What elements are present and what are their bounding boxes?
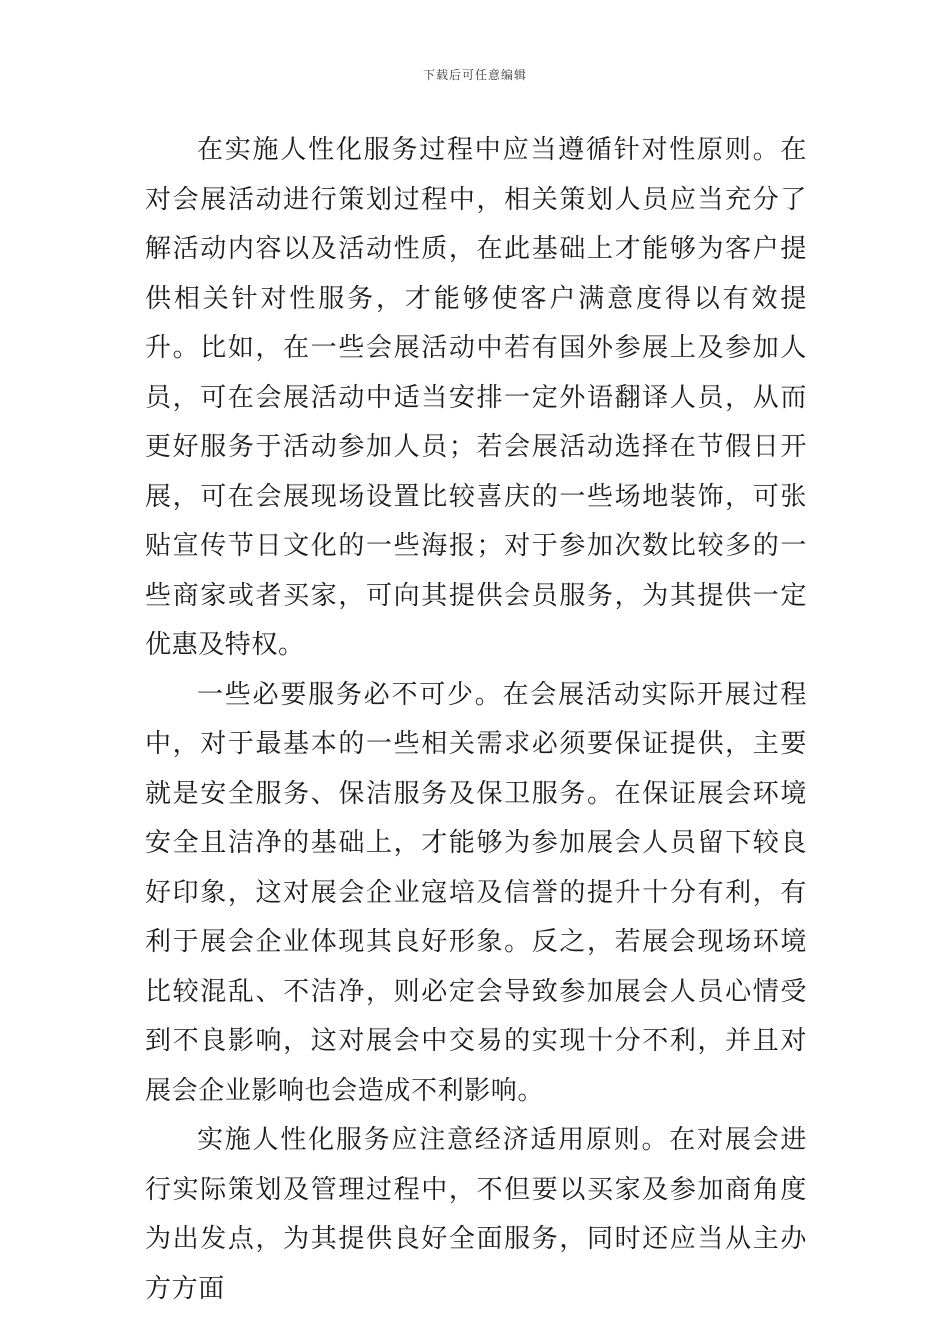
paragraph-targeted-principle: 在实施人性化服务过程中应当遵循针对性原则。在对会展活动进行策划过程中，相关策划人员应当充分了解活动内容以及活动性质，在此基础上才能够为客户提供相关针对性服务，才能够使客户满意度得以有效提升。比如，在一些会展活动中若有国外参展上及参加人员，可在会展活动中适当安排一定外语翻译人员，从而更好服务于活动参加人员；若会展活动选择在节假日开展，可在会展现场设置比较喜庆的一些场地装饰，可张贴宣传节日文化的一些海报；对于参加次数比较多的一些商家或者买家，可向其提供会员服务，为其提供一定优惠及特权。 [145, 135, 807, 660]
page-header: 下载后可任意编辑 [422, 68, 527, 82]
paragraph-necessary-services: 一些必要服务必不可少。在会展活动实际开展过程中，对于最基本的一些相关需求必须要保证提供，主要就是安全服务、保洁服务及保卫服务。在保证展会环境安全且洁净的基础上，才能够为参加展会人员留下较良好印象，这对展会企业寇培及信誉的提升十分有利，有利于展会企业体现其良好形象。反之，若展会现场环境比较混乱、不洁净，则必定会导致参加展会人员心情受到不良影响，这对展会中交易的实现十分不利，并且对展会企业影响也会造成不利影响。 [145, 679, 807, 1106]
paragraph-economic-principle: 实施人性化服务应注意经济适用原则。在对展会进行实际策划及管理过程中，不但要以买家及参加商角度为出发点，为其提供良好全面服务，同时还应当从主办方方面 [145, 1125, 807, 1304]
document-body [145, 126, 807, 1314]
